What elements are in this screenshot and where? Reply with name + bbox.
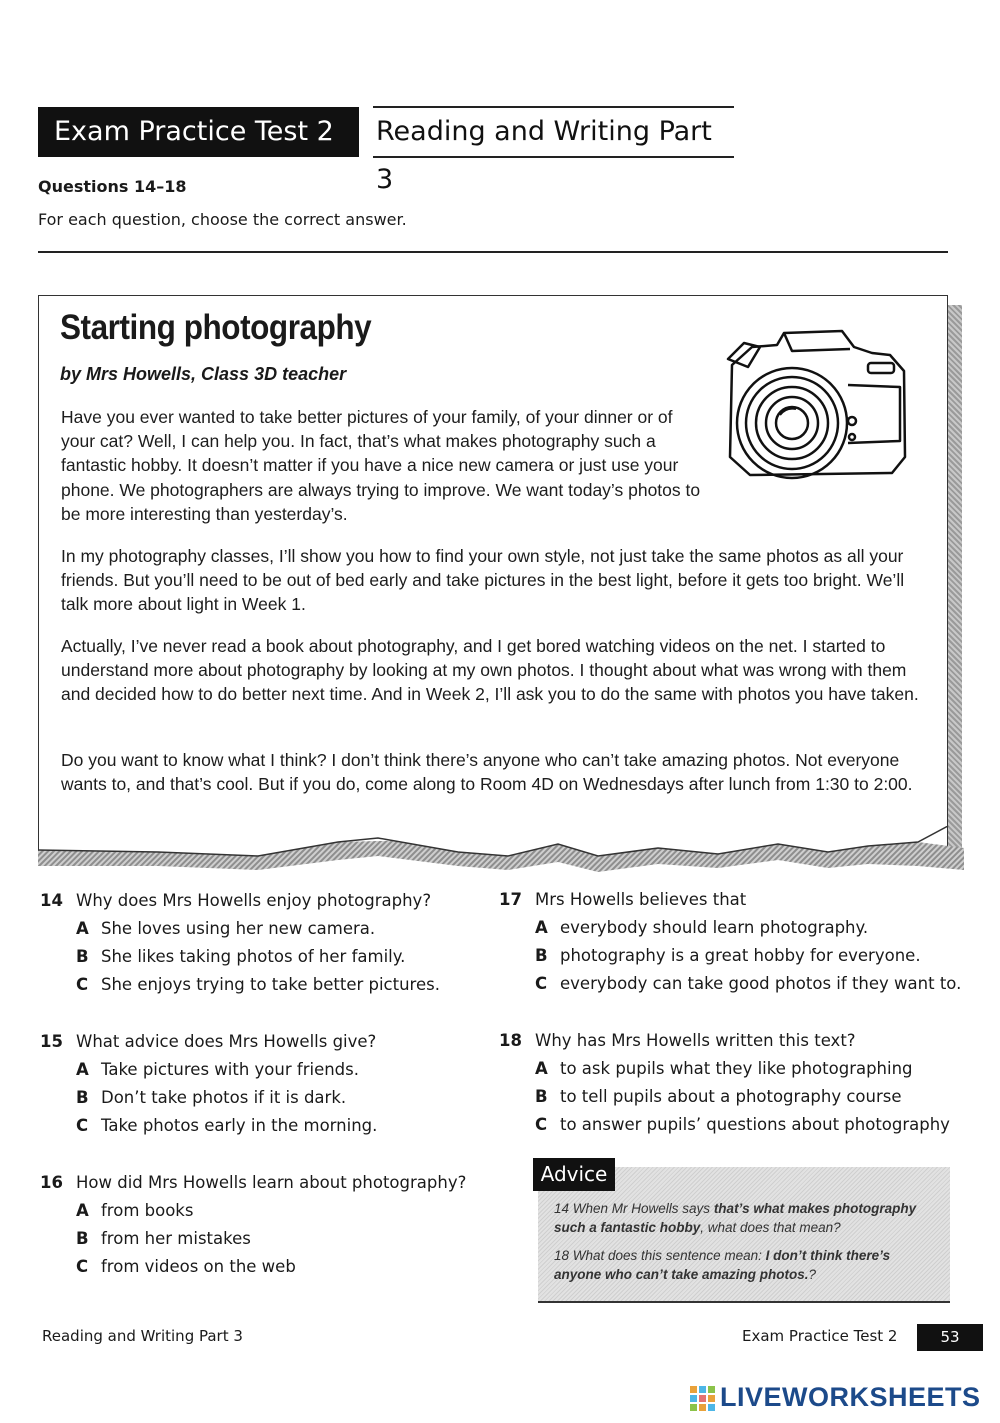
question-number: 14 [40,891,63,910]
question-text: Why has Mrs Howells written this text? [535,1031,856,1050]
question-18 [499,1027,959,1139]
option-b[interactable]: B from her mistakes [76,1229,251,1248]
article-byline: by Mrs Howells, Class 3D teacher [60,364,347,384]
liveworksheets-watermark [690,1380,990,1416]
question-15 [40,1028,480,1140]
question-number: 18 [499,1031,522,1050]
footer-test-label: Exam Practice Test 2 [742,1327,898,1345]
option-a[interactable]: A from books [76,1201,194,1220]
option-a[interactable]: A to ask pupils what they like photographing [535,1059,913,1078]
option-b[interactable]: B to tell pupils about a photography course [535,1087,902,1106]
article-paragraph-2: In my photography classes, I’ll show you how to find your own style, not just take the same photos as all your friends. But you’ll need to be out of bed early and take pictures in the best light, before it gets too bright. We’ll talk more about light in Week 1. [61,546,905,615]
article-title: Starting photography [60,308,372,347]
question-number: 15 [40,1032,63,1051]
divider [38,251,948,253]
question-17 [499,886,962,998]
option-a[interactable]: A Take pictures with your friends. [76,1060,359,1079]
liveworksheets-text: LIVEWORKSHEETS [720,1382,981,1412]
part-title: Reading and Writing Part 3 [373,106,734,158]
option-a[interactable]: A everybody should learn photography. [535,918,869,937]
article-paragraph-4: Do you want to know what I think? I don’t think there’s anyone who can’t take amazing photos. Not everyone wants to, and that’s cool. But if you do, come along to Room 4D on Wednesdays after lunch from 1:30 to 2:00. [61,750,913,795]
test-title-banner: Exam Practice Test 2 [38,107,359,157]
question-number: 16 [40,1173,63,1192]
option-c[interactable]: C She enjoys trying to take better pictures. [76,975,440,994]
page-number: 53 [917,1324,983,1351]
option-b[interactable]: B photography is a great hobby for everyone. [535,946,921,965]
option-c[interactable]: C to answer pupils’ questions about photography [535,1115,950,1134]
option-a[interactable]: A She loves using her new camera. [76,919,376,938]
advice-label: Advice [533,1158,615,1191]
question-14 [40,887,480,999]
option-b[interactable]: B Don’t take photos if it is dark. [76,1088,347,1107]
question-text: Why does Mrs Howells enjoy photography? [76,891,432,910]
questions-range: Questions 14–18 [38,177,187,196]
torn-paper-edge [38,826,964,876]
option-c[interactable]: C everybody can take good photos if they want to. [535,974,962,993]
article-shadow [948,305,962,850]
question-number: 17 [499,890,522,909]
footer-section-label: Reading and Writing Part 3 [42,1327,243,1345]
advice-item-14: 14 When Mr Howells says that’s what makes photography such a fantastic hobby, what does that mean? [554,1201,917,1235]
question-text: Mrs Howells believes that [535,890,747,909]
instruction-text: For each question, choose the correct answer. [38,210,407,229]
advice-item-18: 18 What does this sentence mean: I don’t think there’s anyone who can’t take amazing photos.? [554,1248,891,1282]
question-text: How did Mrs Howells learn about photography? [76,1173,467,1192]
article-paragraph-1: Have you ever wanted to take better pictures of your family, of your dinner or of your cat? Well, I can help you. In fact, that’s what makes photography such a fantastic hobby. It doesn’t matter if you have a nice new camera or just use your phone. We photographers are always trying to improve. We want today’s photos to be more interesting than yesterday’s. [61,407,701,524]
option-c[interactable]: C Take photos early in the morning. [76,1116,378,1135]
question-16 [40,1169,500,1281]
article-paragraph-3: Actually, I’ve never read a book about photography, and I get bored watching videos on the net. I started to understand more about photography by looking at my own photos. I thought about what was wrong with them and decided how to do better next time. And in Week 2, I’ll ask you to do the same with photos you have taken. [61,636,919,705]
option-c[interactable]: C from videos on the web [76,1257,296,1276]
question-text: What advice does Mrs Howells give? [76,1032,377,1051]
liveworksheets-logo-icon [690,1386,716,1412]
option-b[interactable]: B She likes taking photos of her family. [76,947,406,966]
camera-icon [722,325,912,485]
